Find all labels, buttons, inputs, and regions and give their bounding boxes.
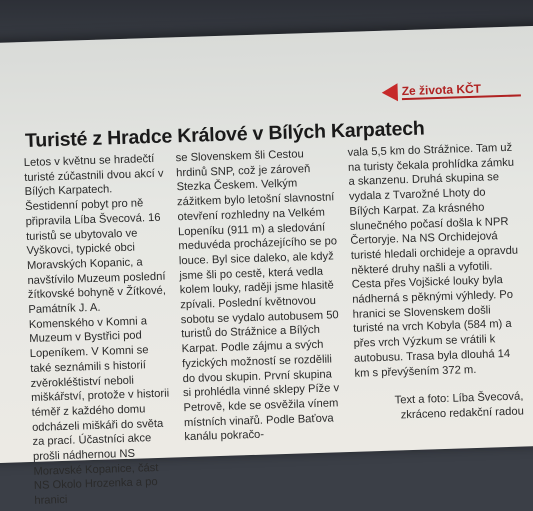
section-label: Ze života KČT [401, 80, 521, 100]
column-text: se Slovenskem šli Cestou hrdinů SNP, což je zároveň Stezka Českem. Velkým zážitkem bylo letošní slavnostní otevření rozhledny na Velkém Lopeníku (911 m) a sledování meduvéda procházejícího se po louce. Byl sice daleko, ale když jsme šli po cestě, která vedla kolem louky, raději jsme hlasitě zpívali. Poslední květnovou sobotu se vydalo autobusem 50 turistů do Strážnice a Bílých Karpat. Podle zájmu a svých fyzických možností se rozdělili do dvou skupin. První skupina si prohlédla vinné sklepy Píže v Petrově, kde se osvěžila vínem místních vinařů. Podle Baťova kanálu pokračo- [175, 148, 340, 444]
article-column-1 [24, 152, 175, 509]
column-text: vala 5,5 km do Strážnice. Tam už na turisty čekala prohlídka zámku a skanzenu. Druhá skupina se vydala z Tvarožné Lhoty do Bílých Karpat. Za krásného slunečného počasí došla k NPR Čertoryje. Na NS Orchidejová turisté hledali orchideje a opravdu některé druhy našli a vyfotili. Cesta přes Vojšické louky byla nádherná s pěknými výhledy. Po hranici se Slovenskem došli turisté na vrch Kobyla (584 m) a přes vrch Výzkum se vrátili k autobusu. Trasa byla dlouhá 14 km s převýšením 372 m. [347, 141, 519, 380]
column-text: Letos v květnu se hradečtí turisté zúčastnili dvou akcí v Bílých Karpatech. Šestidenní pobyt pro ně připravila Líba Švecová. 16 turistů se ubytovalo ve Vyškovci, typické obci Moravských Kopanic, a navštívilo Muzeum poslední žítkovské bohyně v Žítkové, Památník J. A. Komenského v Komni a Muzeum v Bystřici pod Lopeníkem. V Komni se také seznámili s historií zvěrokléštiství neboli miškářství, protože v historii téměř z každého domu odcházeli miškáři do světa za prací. Účastníci akce prošli nádhernou NS Moravské Kopanice, část NS Okolo Hrozenka a po hranici [23, 152, 170, 508]
arrow-left-icon [381, 83, 398, 101]
article-column-3 [347, 141, 524, 425]
article-column-2 [175, 146, 344, 445]
article-title: Turisté z Hradce Králové v Bílých Karpatech [24, 117, 425, 152]
magazine-page [0, 24, 533, 508]
section-tag [381, 78, 521, 102]
article-credit: Text a foto: Líba Švecová, zkráceno redakční radou [394, 390, 525, 422]
